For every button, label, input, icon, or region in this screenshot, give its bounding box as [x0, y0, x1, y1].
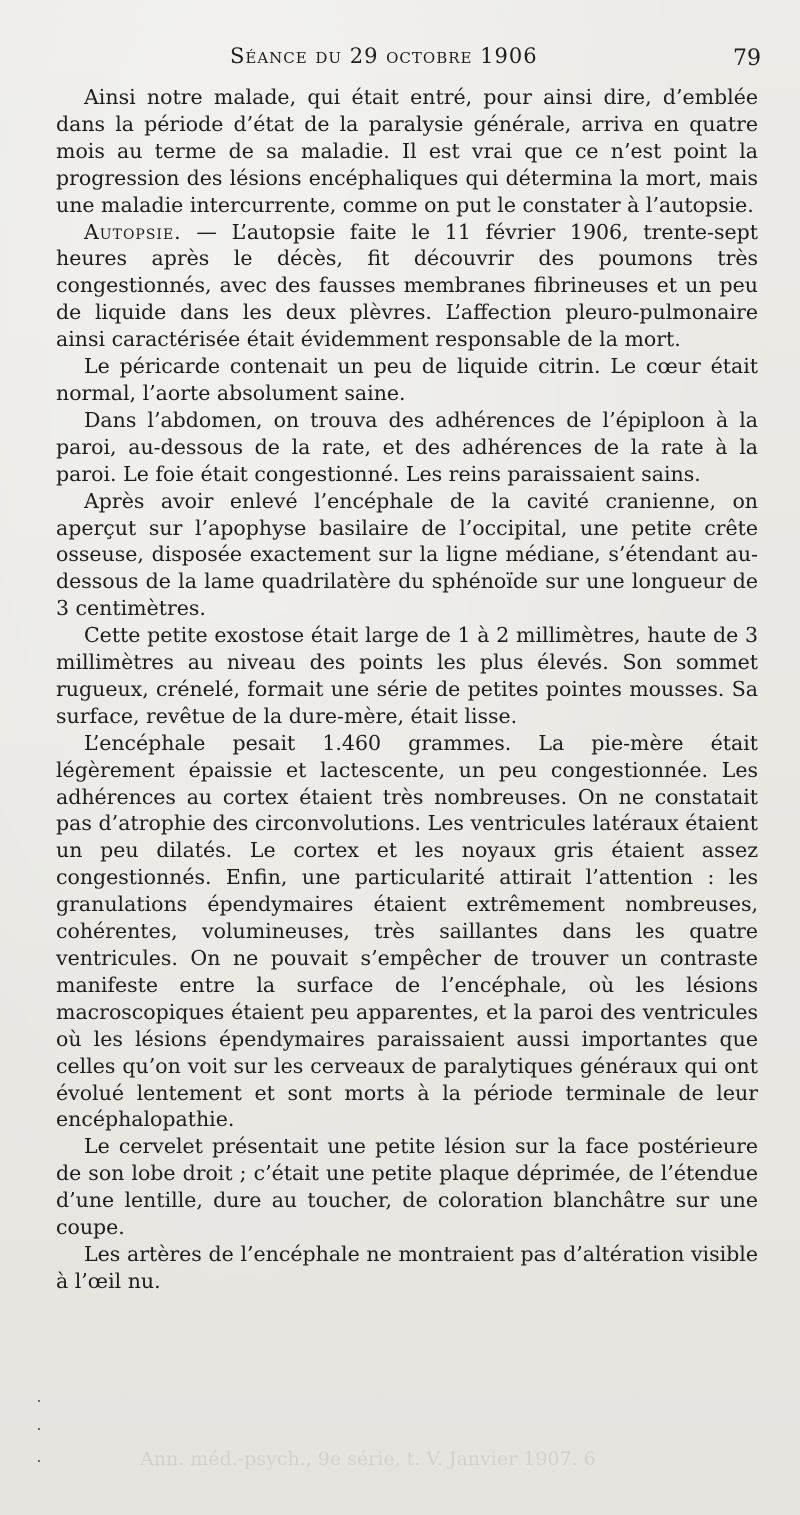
page-header: [0, 38, 800, 78]
paragraph-8: Le cervelet présentait une petite lésion sur la face postérieure de son lobe droit ; c’était une petite plaque déprimée, de l’étendue d’une lentille, dure au toucher, de coloration blanchâtre sur une coupe.: [56, 1134, 758, 1240]
paragraph-5: Après avoir enlevé l’encéphale de la cavité cranienne, on aperçut sur l’apophyse basilaire de l’occipital, une petite crête osseuse, disposée exactement sur la ligne médiane, s’étendant au-dessous de la lame quadrilatère du sphénoïde sur une longueur de 3 centimètres.: [56, 488, 758, 621]
paragraph-9: Les artères de l’encéphale ne montraient pas d’altération visible à l’œil nu.: [56, 1241, 758, 1293]
paragraph-2: [56, 219, 758, 354]
paragraph-6: Cette petite exostose était large de 1 à 2 millimètres, haute de 3 millimètres au niveau des points les plus élevés. Son sommet rugueux, crénelé, formait une série de petites pointes mousses. Sa surface, revêtue de la dure-mère, était lisse.: [56, 623, 758, 728]
paragraph-4: Dans l’abdomen, on trouva des adhérences de l’épiploon à la paroi, au-dessous de la rate, et des adhérences de la rate à la paroi. Le foie était congestionné. Les reins paraissaient sains.: [56, 407, 758, 486]
paragraph-7: L’encéphale pesait 1.460 grammes. La pie-mère était légèrement épaissie et lactescente, un peu congestionnée. Les adhérences au cortex étaient très nombreuses. On ne constatait pas d’atrophie des circonvolutions. Les ventricules latéraux étaient un peu dilatés. Le cortex et les noyaux gris étaient assez congestionnés. Enfin, une particularité attirait l’attention : les granulations épendymaires étaient extrêmement nombreuses, cohérentes, volumineuses, très saillantes dans les quatre ventricules. On ne pouvait s’empêcher de trouver un contraste manifeste entre la surface de l’encéphale, où les lésions macroscopiques étaient peu apparentes, et la paroi des ventricules où les lésions épendymaires paraissaient aussi importantes que celles qu’on voit sur les cerveaux de paralytiques généraux qui ont évolué lentement et sont morts à la période terminale de leur encéphalopathie.: [56, 730, 758, 1132]
paragraph-1: Ainsi notre malade, qui était entré, pour ainsi dire, d’emblée dans la période d’état de la paralysie générale, arriva en quatre mois au terme de sa maladie. Il est vrai que ce n’est point la progression des lésions encéphaliques qui détermina la mort, mais une maladie intercurrente, comme on put le constater à l’autopsie.: [56, 85, 758, 217]
paragraph-2-text: — L’autopsie faite le 11 février 1906, trente-sept heures après le décès, fit découvrir des poumons très congestionnés, avec des fausses membranes fibrineuses et un peu de liquide dans les deux plèvres. L’affection pleuro-pulmonaire ainsi caractérisée était évidemment responsable de la mort.: [56, 219, 758, 352]
page-number: 79: [733, 46, 761, 71]
paper-specks: [38, 1400, 42, 1480]
autopsy-heading: Autopsie.: [84, 219, 182, 244]
running-title: Séance du 29 octobre 1906: [230, 44, 538, 68]
paragraph-3: Le péricarde contenait un peu de liquide citrin. Le cœur était normal, l’aorte absolument saine.: [56, 354, 758, 405]
show-through-footer: Ann. méd.-psych., 9e série, t. V. Janvier 1907. 6: [140, 1448, 596, 1470]
article-body: [56, 84, 758, 1295]
